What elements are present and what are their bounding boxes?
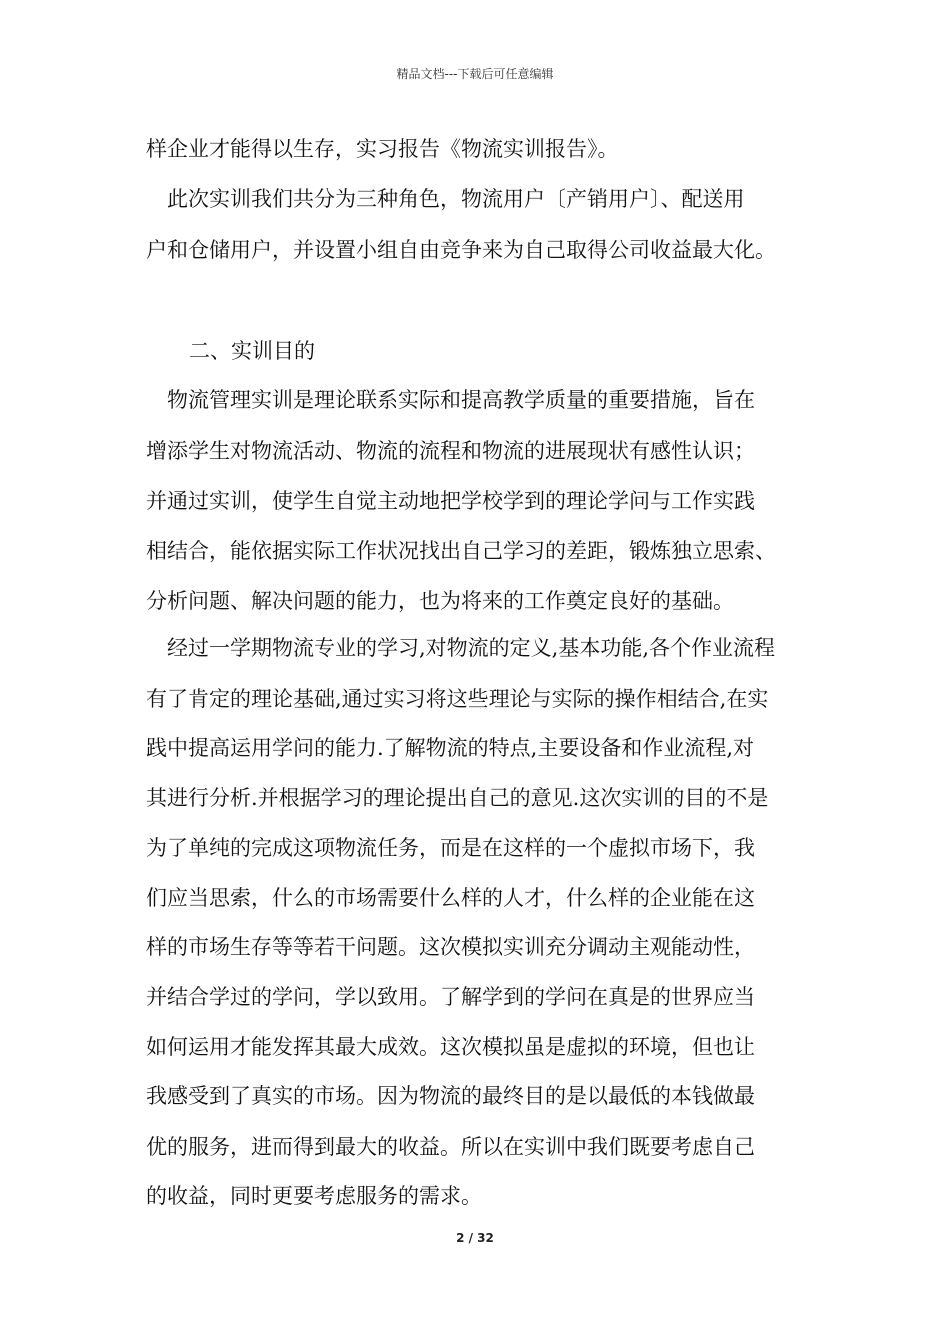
text-line: 此次实训我们共分为三种角色，物流用户〔产销用户〕、配送用 bbox=[167, 187, 745, 211]
text-line: 如何运用才能发挥其最大成效。这次模拟虽是虚拟的环境，但也让 bbox=[146, 1035, 755, 1059]
page-number: 2 / 32 bbox=[456, 1231, 494, 1245]
text-line: 并通过实训，使学生自觉主动地把学校学到的理论学问与工作实践 bbox=[146, 489, 755, 513]
text-line: 有了肯定的理论基础,通过实习将这些理论与实际的操作相结合,在实 bbox=[146, 687, 769, 711]
text-line: 我感受到了真实的市场。因为物流的最终目的是以最低的本钱做最 bbox=[146, 1084, 755, 1108]
section-heading: 二、实训目的 bbox=[189, 339, 315, 363]
text-line: 的收益，同时更要考虑服务的需求。 bbox=[146, 1184, 482, 1208]
text-line: 样企业才能得以生存，实习报告《物流实训报告》。 bbox=[146, 137, 619, 161]
page-header: 精品文档---下载后可任意编辑 bbox=[396, 67, 554, 81]
text-line: 物流管理实训是理论联系实际和提高教学质量的重要措施，旨在 bbox=[167, 388, 755, 412]
text-line: 增添学生对物流活动、物流的流程和物流的进展现状有感性认识； bbox=[146, 439, 755, 463]
text-line: 践中提高运用学问的能力.了解物流的特点,主要设备和作业流程,对 bbox=[146, 736, 755, 760]
text-line: 们应当思索，什么的市场需要什么样的人才，什么样的企业能在这 bbox=[146, 886, 755, 910]
text-line: 样的市场生存等等若干问题。这次模拟实训充分调动主观能动性， bbox=[146, 935, 755, 959]
text-line: 为了单纯的完成这项物流任务，而是在这样的一个虚拟市场下，我 bbox=[146, 836, 755, 860]
text-line: 经过一学期物流专业的学习,对物流的定义,基本功能,各个作业流程 bbox=[167, 636, 776, 660]
text-line: 分析问题、解决问题的能力，也为将来的工作奠定良好的基础。 bbox=[146, 589, 734, 613]
text-line: 优的服务，进而得到最大的收益。所以在实训中我们既要考虑自己 bbox=[146, 1135, 755, 1159]
text-line: 相结合，能依据实际工作状况找出自己学习的差距，锻炼独立思索、 bbox=[146, 539, 776, 563]
text-line: 户和仓储用户，并设置小组自由竞争来为自己取得公司收益最大化。 bbox=[146, 238, 776, 262]
text-line: 并结合学过的学问，学以致用。了解学到的学问在真是的世界应当 bbox=[146, 985, 755, 1009]
text-line: 其进行分析.并根据学习的理论提出自己的意见.这次实训的目的不是 bbox=[146, 786, 769, 810]
